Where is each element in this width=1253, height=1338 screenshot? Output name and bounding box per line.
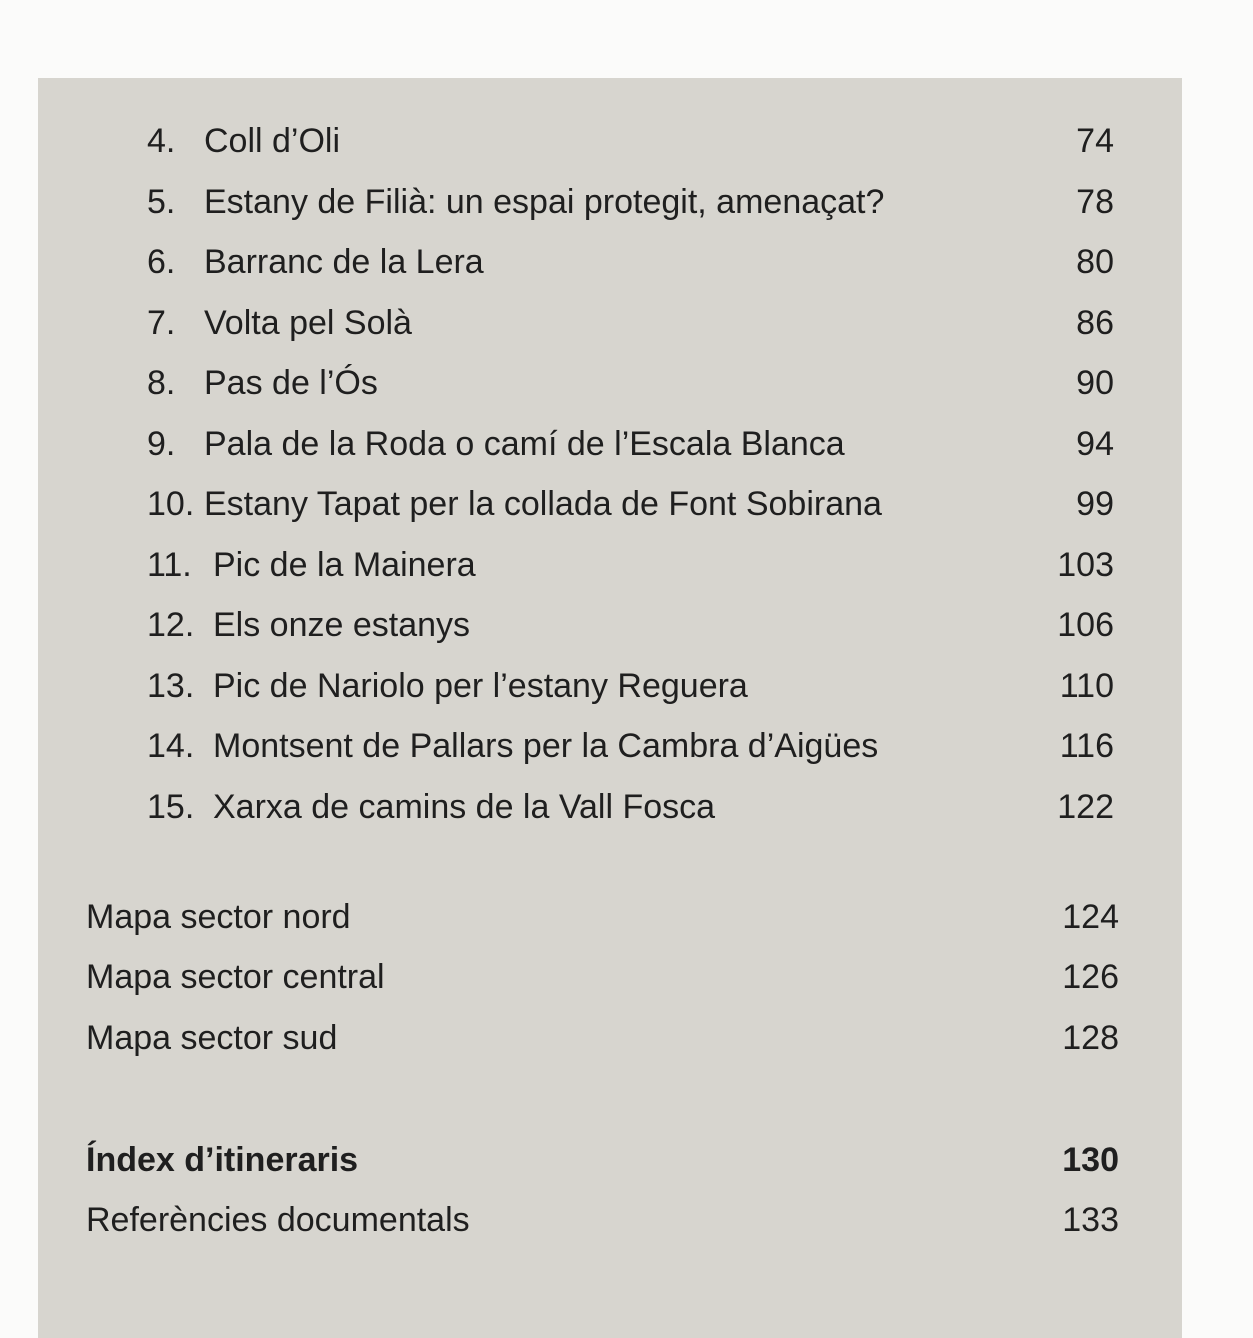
- entry-title: Montsent de Pallars per la Cambra d’Aigües: [213, 727, 879, 765]
- entry-title: Mapa sector sud: [86, 1019, 338, 1057]
- entry-title: Pas de l’Ós: [204, 364, 378, 402]
- entry-page: 128: [1062, 1019, 1119, 1057]
- entry-title: Xarxa de camins de la Vall Fosca: [213, 788, 716, 826]
- entry-page: 126: [1062, 958, 1119, 996]
- entry-title: Índex d’itineraris: [86, 1141, 359, 1179]
- entry-page: 99: [1076, 485, 1114, 523]
- toc-entry-map[interactable]: [86, 894, 1119, 940]
- toc-entry-references[interactable]: [86, 1197, 1119, 1243]
- entry-number: 15.: [147, 788, 195, 826]
- toc-entry-itinerary[interactable]: [147, 481, 1114, 527]
- toc-entry-map[interactable]: [86, 1015, 1119, 1061]
- entry-title: Mapa sector central: [86, 958, 385, 996]
- entry-page: 130: [1062, 1141, 1119, 1179]
- entry-number: 4.: [147, 122, 176, 160]
- entry-title: Pic de Nariolo per l’estany Reguera: [213, 667, 748, 705]
- toc-entry-index[interactable]: [86, 1137, 1119, 1183]
- entry-page: 94: [1076, 425, 1114, 463]
- entry-number: 13.: [147, 667, 195, 705]
- toc-entry-itinerary[interactable]: [147, 118, 1114, 164]
- entry-page: 74: [1076, 122, 1114, 160]
- toc-entry-map[interactable]: [86, 954, 1119, 1000]
- entry-title: Estany Tapat per la collada de Font Sobirana: [204, 485, 882, 523]
- toc-entry-itinerary[interactable]: [147, 784, 1114, 830]
- entry-page: 122: [1057, 788, 1114, 826]
- entry-number: 12.: [147, 606, 195, 644]
- entry-title: Coll d’Oli: [204, 122, 341, 160]
- entry-number: 10.: [147, 485, 195, 523]
- entry-page: 124: [1062, 898, 1119, 936]
- toc-entry-itinerary[interactable]: [147, 421, 1114, 467]
- entry-page: 86: [1076, 304, 1114, 342]
- entry-page: 78: [1076, 183, 1114, 221]
- entry-page: 80: [1076, 243, 1114, 281]
- toc-entry-itinerary[interactable]: [147, 602, 1114, 648]
- entry-page: 133: [1062, 1201, 1119, 1239]
- entry-title: Estany de Filià: un espai protegit, amenaçat?: [204, 183, 885, 221]
- entry-title: Pala de la Roda o camí de l’Escala Blanca: [204, 425, 845, 463]
- toc-entry-itinerary[interactable]: [147, 723, 1114, 769]
- entry-page: 90: [1076, 364, 1114, 402]
- entry-number: 11.: [147, 546, 192, 584]
- entry-title: Mapa sector nord: [86, 898, 351, 936]
- entry-title: Pic de la Mainera: [213, 546, 476, 584]
- toc-entry-itinerary[interactable]: [147, 663, 1114, 709]
- entry-number: 6.: [147, 243, 176, 281]
- entry-number: 7.: [147, 304, 176, 342]
- entry-title: Barranc de la Lera: [204, 243, 484, 281]
- entry-page: 110: [1059, 667, 1114, 705]
- entry-title: Volta pel Solà: [204, 304, 412, 342]
- entry-number: 5.: [147, 183, 176, 221]
- entry-page: 116: [1059, 727, 1114, 765]
- toc-entry-itinerary[interactable]: [147, 300, 1114, 346]
- entry-number: 8.: [147, 364, 176, 402]
- entry-number: 9.: [147, 425, 176, 463]
- toc-entry-itinerary[interactable]: [147, 542, 1114, 588]
- entry-number: 14.: [147, 727, 195, 765]
- toc-entry-itinerary[interactable]: [147, 239, 1114, 285]
- toc-entry-itinerary[interactable]: [147, 179, 1114, 225]
- entry-title: Referències documentals: [86, 1201, 470, 1239]
- entry-page: 106: [1057, 606, 1114, 644]
- entry-title: Els onze estanys: [213, 606, 471, 644]
- toc-entry-itinerary[interactable]: [147, 360, 1114, 406]
- entry-page: 103: [1057, 546, 1114, 584]
